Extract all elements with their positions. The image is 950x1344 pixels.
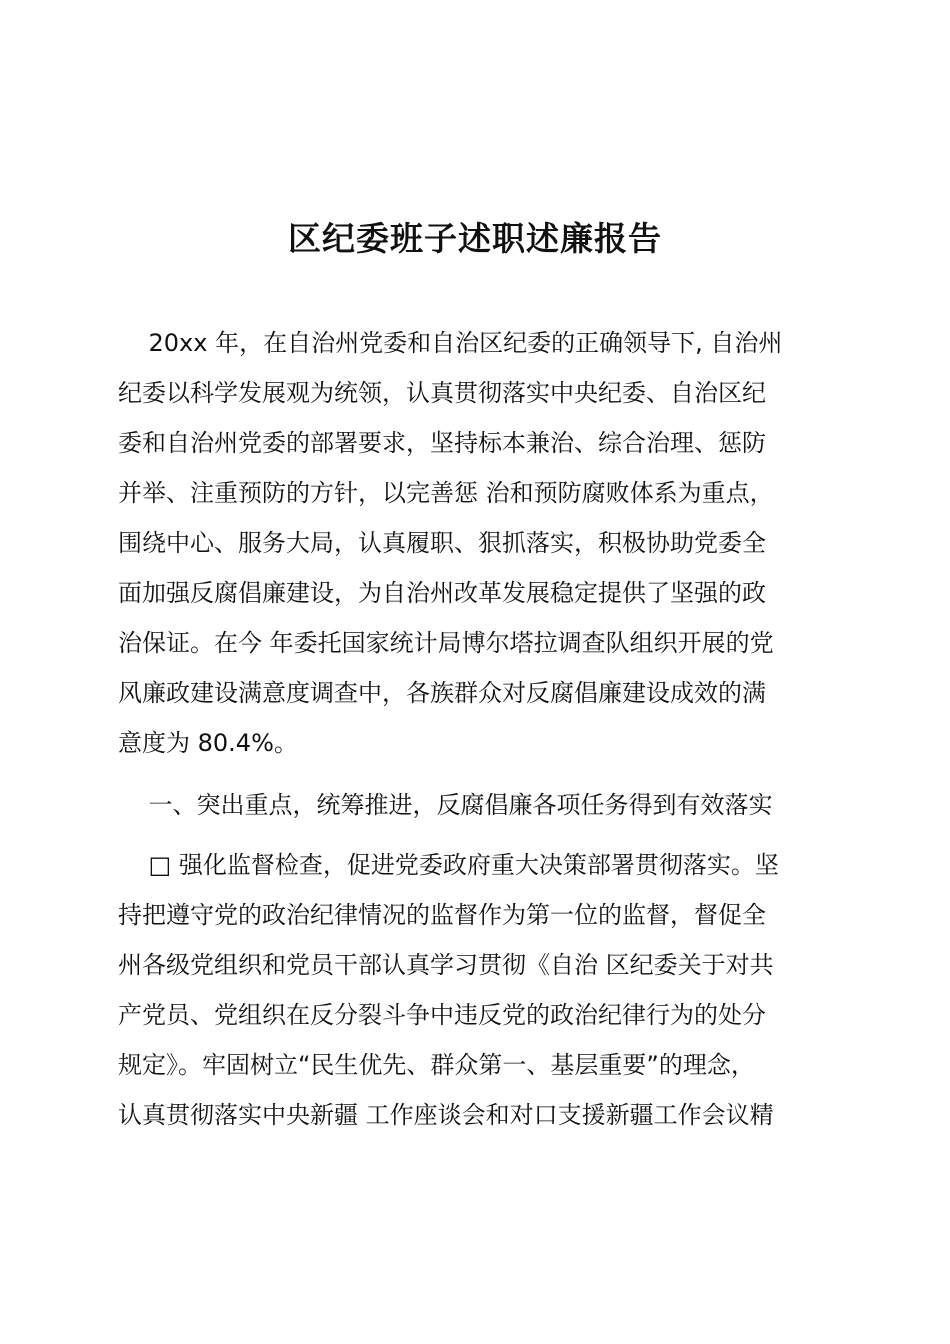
section-heading-text: 一、突出重点，统筹推进，反腐倡廉各项任务得到有效落实 bbox=[118, 791, 773, 819]
text-line: 委和自治州党委的部署要求，坚持标本兼治、综合治理、惩防 bbox=[118, 429, 766, 457]
text-line: 纪委以科学发展观为统领，认真贯彻落实中央纪委、自治区纪 bbox=[118, 379, 766, 407]
text-line: 风廉政建设满意度调查中，各族群众对反腐倡廉建设成效的满 bbox=[118, 679, 766, 707]
text-line: 意度为 80.4%。 bbox=[118, 729, 298, 757]
document-title: 区纪委班子述职述廉报告 bbox=[288, 219, 662, 258]
section-heading-1 bbox=[118, 780, 830, 830]
text-line: 产党员、党组织在反分裂斗争中违反党的政治纪律行为的处分 bbox=[118, 1001, 766, 1029]
text-line: 州各级党组织和党员干部认真学习贯彻《自治 区纪委关于对共 bbox=[118, 951, 774, 979]
paragraph-2 bbox=[118, 840, 830, 1140]
paragraph-1 bbox=[118, 318, 830, 768]
text-line: 规定》。牢固树立“民生优先、群众第一、基层重要”的理念， bbox=[118, 1051, 755, 1079]
text-line: 治保证。在今 年委托国家统计局博尔塔拉调查队组织开展的党 bbox=[118, 629, 774, 657]
text-line: 持把遵守党的政治纪律情况的监督作为第一位的监督，督促全 bbox=[118, 901, 766, 929]
text-line: 认真贯彻落实中央新疆 工作座谈会和对口支援新疆工作会议精 bbox=[118, 1101, 774, 1129]
text-line: □ 强化监督检查，促进党委政府重大决策部署贯彻落实。坚 bbox=[118, 851, 779, 879]
text-line: 并举、注重预防的方针，以完善惩 治和预防腐败体系为重点， bbox=[118, 479, 774, 507]
text-line: 围绕中心、服务大局，认真履职、狠抓落实，积极协助党委全 bbox=[118, 529, 766, 557]
text-line: 20xx 年，在自治州党委和自治区纪委的正确领导下, 自治州 bbox=[118, 329, 783, 357]
text-line: 面加强反腐倡廉建设，为自治州改革发展稳定提供了坚强的政 bbox=[118, 579, 766, 607]
